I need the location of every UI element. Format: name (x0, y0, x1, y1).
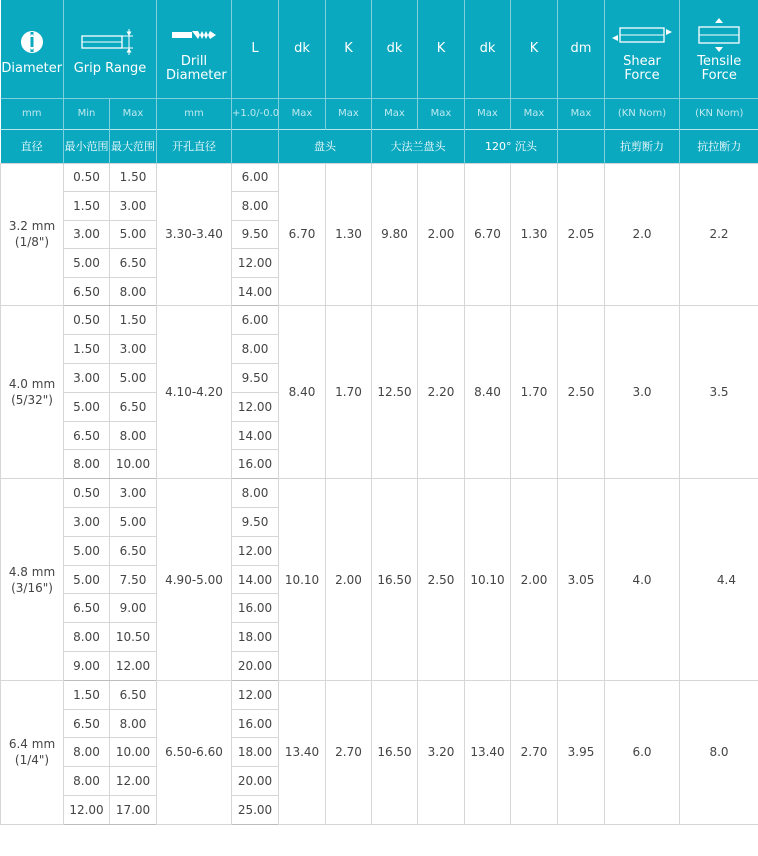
k-3-cell: 2.70 (511, 680, 558, 824)
k-2-cell: 2.20 (418, 306, 465, 479)
diameter-mm: 4.8 mm (8, 564, 56, 579)
shear-cell: 3.0 (605, 306, 680, 479)
cn-head-3: 120° 沉头 (465, 129, 558, 163)
cn-diameter: 直径 (1, 129, 64, 163)
unit-diameter: mm (1, 98, 64, 129)
unit-dk-3: Max (465, 98, 511, 129)
unit-length: +1.0/-0.0 (232, 98, 279, 129)
tensile-cell: 8.0 (680, 680, 758, 824)
unit-k-1: Max (326, 98, 372, 129)
tensile-cell: 3.5 (680, 306, 758, 479)
header-dk-1: dk (279, 0, 326, 98)
unit-k-3: Max (511, 98, 558, 129)
header-dk-3: dk (465, 0, 511, 98)
dk-1-cell: 6.70 (279, 163, 326, 306)
grip-min-cell: 8.00 (64, 738, 110, 767)
drill-cell: 6.50-6.60 (157, 680, 232, 824)
shear-cell: 2.0 (605, 163, 680, 306)
k-2-cell: 2.50 (418, 479, 465, 681)
unit-dk-2: Max (372, 98, 418, 129)
header-grip-range (64, 0, 157, 98)
grip-max-cell: 10.00 (110, 738, 157, 767)
header-grip-label: Grip Range (73, 60, 147, 76)
drill-bit-icon (157, 15, 231, 55)
grip-max-cell: 6.50 (110, 680, 157, 709)
unit-tensile: (KN Nom) (680, 98, 758, 129)
k-3-cell: 2.00 (511, 479, 558, 681)
grip-max-cell: 12.00 (110, 767, 157, 796)
cn-head-1: 盘头 (279, 129, 372, 163)
header-drill (157, 0, 232, 98)
grip-max-cell: 5.00 (110, 508, 157, 537)
grip-min-cell: 5.00 (64, 392, 110, 421)
length-cell: 8.00 (232, 335, 279, 364)
header-length: L (232, 0, 279, 98)
diameter-inch: (3/16") (11, 580, 53, 595)
unit-grip-min: Min (64, 98, 110, 129)
length-cell: 16.00 (232, 450, 279, 479)
length-cell: 12.00 (232, 680, 279, 709)
length-cell: 16.00 (232, 709, 279, 738)
k-1-cell: 2.70 (326, 680, 372, 824)
diameter-cell (1, 306, 64, 479)
header-tensile-label: Tensile Force (697, 53, 742, 83)
grip-max-cell: 3.00 (110, 192, 157, 221)
diameter-cell (1, 479, 64, 681)
diameter-mm: 4.0 mm (8, 377, 56, 392)
k-1-cell: 1.30 (326, 163, 372, 306)
header-diameter (1, 0, 64, 98)
length-cell: 20.00 (232, 652, 279, 681)
dm-cell: 2.50 (558, 306, 605, 479)
dk-3-cell: 6.70 (465, 163, 511, 306)
grip-min-cell: 1.50 (64, 335, 110, 364)
cn-grip-max: 最大范围 (110, 129, 157, 163)
length-cell: 14.00 (232, 421, 279, 450)
header-shear-label: Shear Force (623, 53, 661, 83)
diameter-mm: 3.2 mm (8, 219, 56, 234)
grip-min-cell: 0.50 (64, 163, 110, 192)
header-diameter-label: Diameter (1, 60, 63, 76)
dm-cell: 2.05 (558, 163, 605, 306)
grip-min-cell: 3.00 (64, 220, 110, 249)
grip-max-cell: 5.00 (110, 364, 157, 393)
drill-cell: 3.30-3.40 (157, 163, 232, 306)
dk-1-cell: 10.10 (279, 479, 326, 681)
grip-min-cell: 6.50 (64, 277, 110, 306)
grip-max-cell: 5.00 (110, 220, 157, 249)
length-cell: 12.00 (232, 249, 279, 278)
length-cell: 9.50 (232, 364, 279, 393)
grip-max-cell: 10.50 (110, 623, 157, 652)
drill-cell: 4.10-4.20 (157, 306, 232, 479)
grip-max-cell: 1.50 (110, 306, 157, 335)
grip-max-cell: 6.50 (110, 392, 157, 421)
unit-shear: (KN Nom) (605, 98, 680, 129)
length-cell: 14.00 (232, 565, 279, 594)
table-row (1, 680, 758, 709)
length-cell: 12.00 (232, 536, 279, 565)
header-tensile (680, 0, 758, 98)
rivet-head-icon (1, 22, 64, 62)
length-cell: 18.00 (232, 738, 279, 767)
grip-min-cell: 1.50 (64, 192, 110, 221)
length-cell: 9.50 (232, 220, 279, 249)
grip-min-cell: 9.00 (64, 652, 110, 681)
grip-min-cell: 5.00 (64, 565, 110, 594)
unit-dm: Max (558, 98, 605, 129)
length-cell: 14.00 (232, 277, 279, 306)
header-row-main (1, 0, 758, 98)
dk-3-cell: 10.10 (465, 479, 511, 681)
grip-min-cell: 3.00 (64, 364, 110, 393)
length-cell: 6.00 (232, 163, 279, 192)
header-row-units (1, 98, 758, 129)
dk-2-cell: 9.80 (372, 163, 418, 306)
table-body (1, 163, 758, 824)
grip-max-cell: 1.50 (110, 163, 157, 192)
diameter-mm: 6.4 mm (8, 737, 56, 752)
shear-cell: 4.0 (605, 479, 680, 681)
grip-max-cell: 6.50 (110, 249, 157, 278)
drill-cell: 4.90-5.00 (157, 479, 232, 681)
cn-shear: 抗剪断力 (605, 129, 680, 163)
grip-min-cell: 0.50 (64, 306, 110, 335)
tensile-arrows-icon (680, 15, 758, 55)
length-cell: 8.00 (232, 479, 279, 508)
cn-tensile: 抗拉断力 (680, 129, 758, 163)
length-cell: 12.00 (232, 392, 279, 421)
diameter-inch: (5/32") (11, 393, 53, 408)
grip-max-cell: 7.50 (110, 565, 157, 594)
length-cell: 25.00 (232, 796, 279, 825)
length-cell: 8.00 (232, 192, 279, 221)
diameter-inch: (1/4") (14, 753, 50, 768)
k-1-cell: 2.00 (326, 479, 372, 681)
grip-min-cell: 12.00 (64, 796, 110, 825)
grip-min-cell: 3.00 (64, 508, 110, 537)
table-row (1, 479, 758, 508)
grip-min-cell: 6.50 (64, 709, 110, 738)
diameter-inch: (1/8") (14, 235, 50, 250)
unit-grip-max: Max (110, 98, 157, 129)
tensile-cell: 2.2 (680, 163, 758, 306)
dk-2-cell: 12.50 (372, 306, 418, 479)
k-1-cell: 1.70 (326, 306, 372, 479)
tensile-cell: 4.4 (680, 479, 758, 681)
shear-arrows-icon (605, 15, 679, 55)
dk-1-cell: 8.40 (279, 306, 326, 479)
table-row (1, 306, 758, 335)
k-2-cell: 3.20 (418, 680, 465, 824)
length-cell: 16.00 (232, 594, 279, 623)
dm-cell: 3.95 (558, 680, 605, 824)
header-row-chinese (1, 129, 758, 163)
dk-2-cell: 16.50 (372, 680, 418, 824)
unit-dk-1: Max (279, 98, 326, 129)
diameter-cell (1, 680, 64, 824)
grip-max-cell: 8.00 (110, 421, 157, 450)
grip-range-icon (64, 22, 156, 62)
unit-drill: mm (157, 98, 232, 129)
diameter-cell (1, 163, 64, 306)
shear-cell: 6.0 (605, 680, 680, 824)
length-cell: 18.00 (232, 623, 279, 652)
grip-min-cell: 6.50 (64, 421, 110, 450)
cn-length (232, 129, 279, 163)
header-dm: dm (558, 0, 605, 98)
grip-min-cell: 5.00 (64, 536, 110, 565)
header-k-1: K (326, 0, 372, 98)
length-cell: 6.00 (232, 306, 279, 335)
grip-max-cell: 3.00 (110, 335, 157, 364)
cn-head-2: 大法兰盘头 (372, 129, 465, 163)
grip-min-cell: 1.50 (64, 680, 110, 709)
grip-min-cell: 8.00 (64, 623, 110, 652)
dk-3-cell: 8.40 (465, 306, 511, 479)
grip-min-cell: 0.50 (64, 479, 110, 508)
grip-min-cell: 5.00 (64, 249, 110, 278)
length-cell: 20.00 (232, 767, 279, 796)
k-3-cell: 1.30 (511, 163, 558, 306)
dk-1-cell: 13.40 (279, 680, 326, 824)
header-k-3: K (511, 0, 558, 98)
cn-dm (558, 129, 605, 163)
header-shear (605, 0, 680, 98)
grip-min-cell: 8.00 (64, 450, 110, 479)
grip-max-cell: 8.00 (110, 277, 157, 306)
k-2-cell: 2.00 (418, 163, 465, 306)
header-k-2: K (418, 0, 465, 98)
table-row (1, 163, 758, 192)
length-cell: 9.50 (232, 508, 279, 537)
grip-max-cell: 9.00 (110, 594, 157, 623)
cn-grip-min: 最小范围 (64, 129, 110, 163)
dk-2-cell: 16.50 (372, 479, 418, 681)
grip-min-cell: 6.50 (64, 594, 110, 623)
dk-3-cell: 13.40 (465, 680, 511, 824)
dm-cell: 3.05 (558, 479, 605, 681)
k-3-cell: 1.70 (511, 306, 558, 479)
header-drill-label: Drill Diameter (166, 53, 227, 83)
grip-min-cell: 8.00 (64, 767, 110, 796)
header-dk-2: dk (372, 0, 418, 98)
grip-max-cell: 10.00 (110, 450, 157, 479)
grip-max-cell: 6.50 (110, 536, 157, 565)
unit-k-2: Max (418, 98, 465, 129)
grip-max-cell: 17.00 (110, 796, 157, 825)
grip-max-cell: 12.00 (110, 652, 157, 681)
grip-max-cell: 3.00 (110, 479, 157, 508)
cn-drill: 开孔直径 (157, 129, 232, 163)
grip-max-cell: 8.00 (110, 709, 157, 738)
